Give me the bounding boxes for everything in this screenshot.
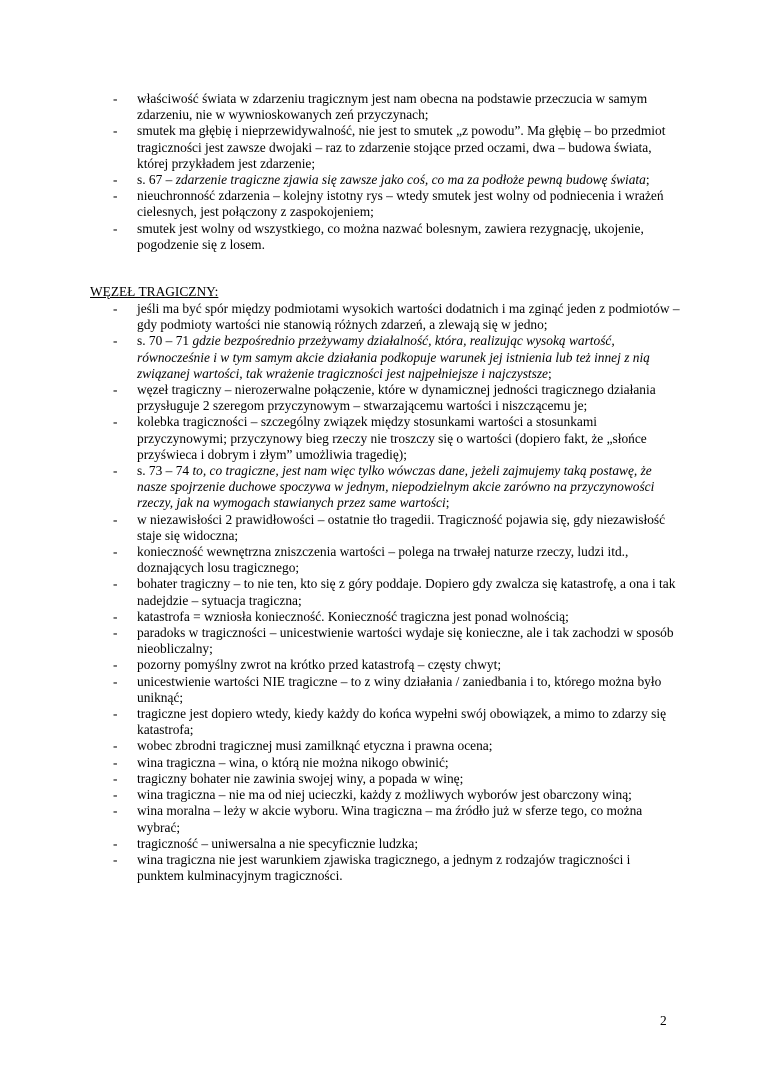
list-item — [110, 172, 680, 188]
list-item — [110, 221, 680, 253]
list-item — [110, 382, 680, 414]
list-item — [110, 576, 680, 608]
item-text: s. 67 – — [137, 172, 176, 188]
list-item — [110, 91, 680, 123]
list-item — [110, 771, 680, 787]
item-text: kolebka tragiczności – szczególny związek między stosunkami wartości a stosunkami przyczynowymi; przyczynowy bieg rzeczy nie troszczy się o wartości (dopiero fakt, że „słońce przyświeca i dobrym i złym” umożliwia tragedię); — [137, 414, 647, 462]
list-item — [110, 333, 680, 382]
item-text: właściwość świata w zdarzeniu tragicznym jest nam obecna na podstawie przeczucia w samym zdarzeniu, nie w wywnioskowanych zeń przyczynach; — [137, 91, 648, 123]
list-item — [110, 852, 680, 884]
list-item — [110, 755, 680, 771]
section-heading: WĘZEŁ TRAGICZNY: — [90, 284, 219, 299]
item-text: wobec zbrodni tragicznej musi zamilknąć etyczna i prawna ocena; — [137, 738, 493, 754]
list-item — [110, 706, 680, 738]
item-text: wina tragiczna – nie ma od niej ucieczki, każdy z możliwych wyborów jest obarczony winą; — [137, 787, 632, 803]
list-item — [110, 657, 680, 673]
item-text: w niezawisłości 2 prawidłowości – ostatnie tło tragedii. Tragiczność pojawia się, gdy niezawisłość staje się widoczna; — [137, 511, 666, 543]
item-text: tragiczne jest dopiero wtedy, kiedy każdy do końca wypełni swój obowiązek, a mimo to zdarzy się katastrofa; — [137, 706, 667, 738]
quote-text: gdzie bezpośrednio przeżywamy działalność, która, realizując wysoką wartość, równocześnie i w tym samym akcie działania podkopuje warunek jej istnienia lub też innej z nią związanej wartości, tak wrażenie tragiczności jest najpełniejsze i najczystsze — [137, 333, 650, 381]
item-text: katastrofa = wzniosła konieczność. Konieczność tragiczna jest ponad wolnością; — [137, 608, 569, 624]
item-text: s. 73 – 74 — [137, 463, 193, 479]
page-number: 2 — [660, 1013, 667, 1028]
item-text: wina moralna – leży w akcie wyboru. Wina tragiczna – ma źródło już w sferze tego, co można wybrać; — [137, 803, 643, 835]
list-item — [110, 803, 680, 835]
item-text: węzeł tragiczny – nierozerwalne połączenie, które w dynamicznej jedności tragicznego działania przysługuje 2 szeregom przyczynowym – stwarzającemu wartości i niszczącemu je; — [137, 382, 656, 414]
list-item — [110, 836, 680, 852]
list-item — [110, 625, 680, 657]
item-text: tragiczny bohater nie zawinia swojej winy, a popada w winę; — [137, 770, 464, 786]
item-text: wina tragiczna – wina, o którą nie można nikogo obwinić; — [137, 754, 449, 770]
list-item — [110, 674, 680, 706]
item-text: unicestwienie wartości NIE tragiczne – to z winy działania / zaniedbania i to, którego można było uniknąć; — [137, 673, 662, 705]
quote-text: zdarzenie tragiczne zjawia się zawsze jako coś, co ma za podłoże pewną budowę świata — [175, 172, 646, 188]
item-text: nieuchronność zdarzenia – kolejny istotny rys – wtedy smutek jest wolny od podniecenia i wrażeń cielesnych, jest połączony z zaspokojeniem; — [137, 188, 664, 220]
item-text: jeśli ma być spór między podmiotami wysokich wartości dodatnich i ma zginąć jeden z podmiotów – gdy podmioty wartości nie stanowią różnych zdarzeń, a zlewają się w jedno; — [137, 301, 680, 333]
list-item — [110, 414, 680, 463]
item-text: wina tragiczna nie jest warunkiem zjawiska tragicznego, a jednym z rodzajów tragiczności i punktem kulminacyjnym tragiczności. — [137, 851, 631, 884]
item-text: smutek jest wolny od wszystkiego, co można nazwać bolesnym, zawiera rezygnację, ukojenie, pogodzenie się z losem. — [137, 220, 644, 252]
list-item — [110, 463, 680, 512]
item-text: ; — [548, 365, 552, 381]
item-text: paradoks w tragiczności – unicestwienie wartości wydaje się konieczne, ale i tak zachodzi w sposób nieobliczalny; — [137, 625, 674, 657]
list-item — [110, 544, 680, 576]
item-text: smutek ma głębię i nieprzewidywalność, nie jest to smutek „z powodu”. Ma głębię – bo przedmiot tragiczności jest zawsze dwojaki – raz to zdarzenie stojące przed oczami, dwa – budowa świata, której przykładem jest zdarzenie; — [137, 123, 666, 171]
list-item — [110, 188, 680, 220]
list-item — [110, 787, 680, 803]
list-item — [110, 738, 680, 754]
item-text: pozorny pomyślny zwrot na krótko przed katastrofą – częsty chwyt; — [137, 657, 502, 673]
quote-text: to, co tragiczne, jest nam więc tylko wówczas dane, jeżeli zajmujemy taką postawę, że nasze spojrzenie duchowe spoczywa w jednym, niepodzielnym akcie zarówno na przyczynowości rzeczy, jak na wymogach stawianych przez same wartości — [137, 463, 655, 511]
item-text: bohater tragiczny – to nie ten, kto się z góry poddaje. Dopiero gdy zwalcza się katastrofę, a ona i tak nadejdzie – sytuacja tragiczna; — [137, 576, 676, 608]
bullet-list-tragic-world — [110, 91, 680, 253]
list-item — [110, 123, 680, 172]
item-text: ; — [445, 495, 450, 511]
item-text: ; — [645, 172, 650, 188]
item-text: konieczność wewnętrzna zniszczenia wartości – polega na trwałej naturze rzeczy, ludzi itd., doznających losu tragicznego; — [137, 544, 629, 576]
list-item — [110, 301, 680, 333]
item-text: s. 70 – 71 — [137, 333, 193, 349]
list-item — [110, 609, 680, 625]
bullet-list-tragic-knot — [110, 301, 680, 884]
item-text: tragiczność – uniwersalna a nie specyficznie ludzka; — [137, 835, 419, 851]
list-item — [110, 512, 680, 544]
